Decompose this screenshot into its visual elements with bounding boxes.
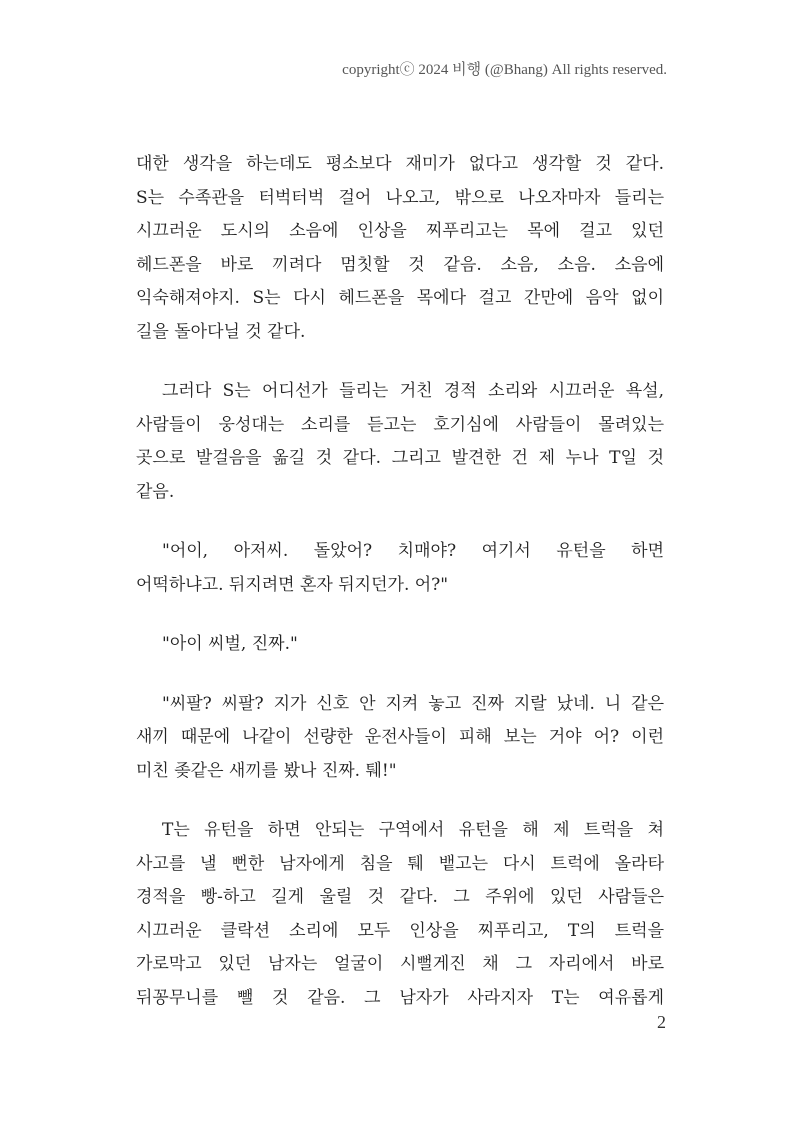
text-line: "아이 씨벌, 진짜." bbox=[162, 634, 298, 654]
paragraph bbox=[136, 375, 664, 509]
text-line: "씨팔? 씨팔? 지가 신호 안 지켜 놓고 진짜 지랄 났네. 니 같은 bbox=[162, 693, 664, 714]
text-line: 익숙해져야지. S는 다시 헤드폰을 목에다 걸고 간만에 음악 없이 bbox=[136, 288, 664, 308]
document-body bbox=[136, 148, 664, 1041]
text-line: 그러다 S는 어디선가 들리는 거친 경적 소리와 시끄러운 욕설, bbox=[162, 381, 664, 401]
text-line: 시끄러운 도시의 소음에 인상을 찌푸리고는 목에 걸고 있던 bbox=[136, 221, 664, 241]
text-line: 미친 좆같은 새끼를 봤나 진짜. 퉤!" bbox=[136, 760, 397, 781]
text-line: 뒤꽁무니를 뺄 것 같음. 그 남자가 사라지자 T는 여유롭게 bbox=[136, 987, 664, 1008]
text-line: 경적을 빵-하고 길게 울릴 것 같다. 그 주위에 있던 사람들은 bbox=[136, 887, 664, 907]
text-line: 길을 돌아다닐 것 같다. bbox=[136, 321, 306, 342]
paragraph bbox=[136, 688, 664, 789]
paragraph bbox=[136, 628, 664, 662]
paragraph bbox=[136, 148, 664, 349]
text-line: 같음. bbox=[136, 481, 175, 502]
paragraph bbox=[136, 535, 664, 602]
text-line: 사고를 낼 뻔한 남자에게 침을 퉤 뱉고는 다시 트럭에 올라타 bbox=[136, 853, 664, 874]
text-line: 새끼 때문에 나같이 선량한 운전사들이 피해 보는 거야 어? 이런 bbox=[136, 727, 664, 747]
text-line: S는 수족관을 터벅터벅 걸어 나오고, 밖으로 나오자마자 들리는 bbox=[136, 187, 664, 208]
text-line: "어이, 아저씨. 돌았어? 치매야? 여기서 유턴을 하면 bbox=[162, 541, 664, 561]
page-number: 2 bbox=[657, 1012, 666, 1032]
text-line: 헤드폰을 바로 끼려다 멈칫할 것 같음. 소음, 소음. 소음에 bbox=[136, 254, 664, 275]
text-line: 곳으로 발걸음을 옮길 것 같다. 그리고 발견한 건 제 누나 T일 것 bbox=[136, 448, 664, 468]
text-line: 대한 생각을 하는데도 평소보다 재미가 없다고 생각할 것 같다. bbox=[136, 154, 664, 174]
copyright-header: copyrightⓒ 2024 비행 (@Bhang) All rights reserved. bbox=[342, 62, 667, 78]
text-line: 가로막고 있던 남자는 얼굴이 시뻘게진 채 그 자리에서 바로 bbox=[136, 954, 664, 974]
text-line: 시끄러운 클락션 소리에 모두 인상을 찌푸리고, T의 트럭을 bbox=[136, 920, 664, 941]
text-line: T는 유턴을 하면 안되는 구역에서 유턴을 해 제 트럭을 쳐 bbox=[162, 820, 664, 840]
text-line: 사람들이 웅성대는 소리를 듣고는 호기심에 사람들이 몰려있는 bbox=[136, 414, 664, 435]
text-line: 어떡하냐고. 뒤지려면 혼자 뒤지던가. 어?" bbox=[136, 574, 449, 595]
paragraph bbox=[136, 814, 664, 1015]
